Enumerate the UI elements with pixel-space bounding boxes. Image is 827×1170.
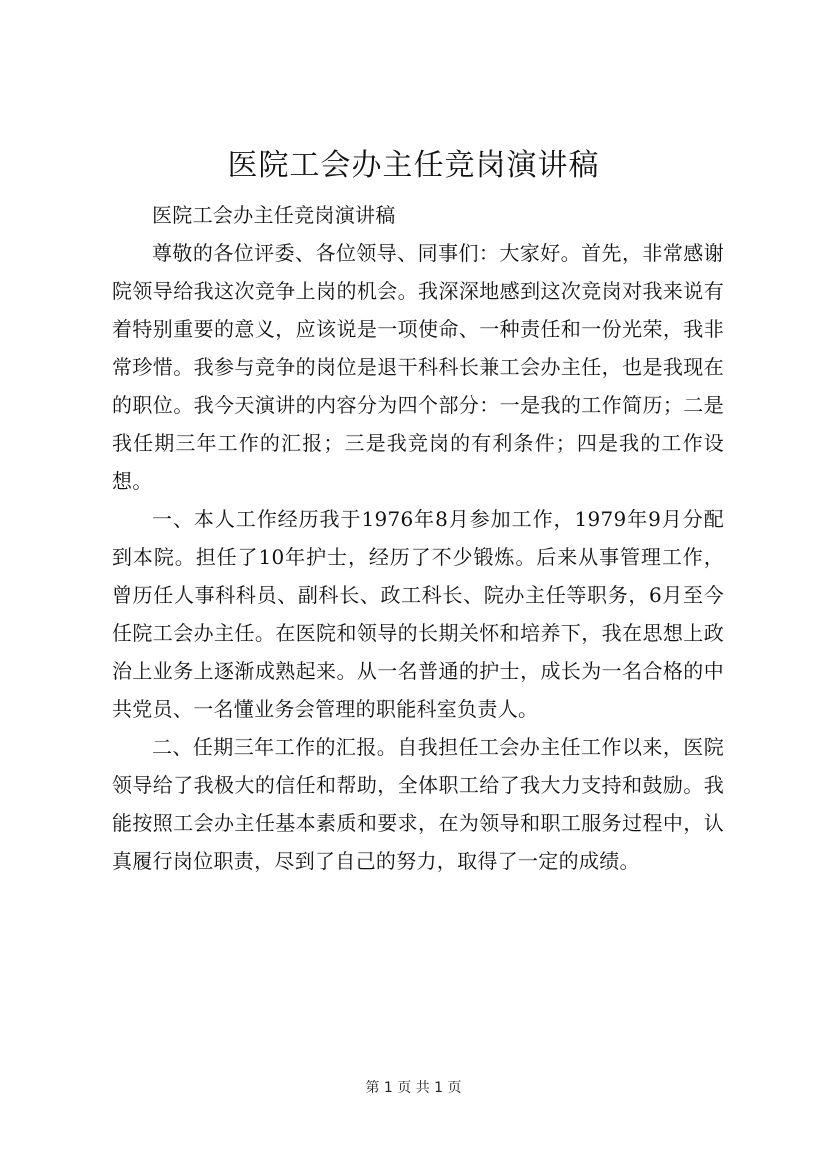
paragraph-work-history: 一、本人工作经历我于1976年8月参加工作，1979年9月分配到本院。担任了10年护士，经历了不少锻炼。后来从事管理工作，曾历任人事科科员、副科长、政工科长、院办主任等职务，6月至今任院工会办主任。在医院和领导的长期关怀和培养下，我在思想上政治上业务上逐渐成熟起来。从一名普通的护士，成长为一名合格的中共党员、一名懂业务会管理的职能科室负责人。: [112, 507, 724, 721]
document-title: 医院工会办主任竞岗演讲稿: [227, 148, 600, 183]
paragraph-work-report: 二、任期三年工作的汇报。自我担任工会办主任工作以来，医院领导给了我极大的信任和帮助，全体职工给了我大力支持和鼓励。我能按照工会办主任基本素质和要求，在为领导和职工服务过程中，认真履行岗位职责，尽到了自己的努力，取得了一定的成绩。: [112, 735, 724, 873]
document-body: [112, 196, 724, 880]
document-subtitle: 医院工会办主任竞岗演讲稿: [152, 203, 396, 227]
page-number-footer: 第 1 页 共 1 页: [365, 1080, 462, 1096]
paragraph-greeting: 尊敬的各位评委、各位领导、同事们：大家好。首先，非常感谢院领导给我这次竞争上岗的机会。我深深地感到这次竞岗对我来说有着特别重要的意义，应该说是一项使命、一种责任和一份光荣，我非常珍惜。我参与竞争的岗位是退干科科长兼工会办主任，也是我现在的职位。我今天演讲的内容分为四个部分：一是我的工作简历；二是我任期三年工作的汇报；三是我竞岗的有利条件；四是我的工作设想。: [112, 241, 724, 493]
